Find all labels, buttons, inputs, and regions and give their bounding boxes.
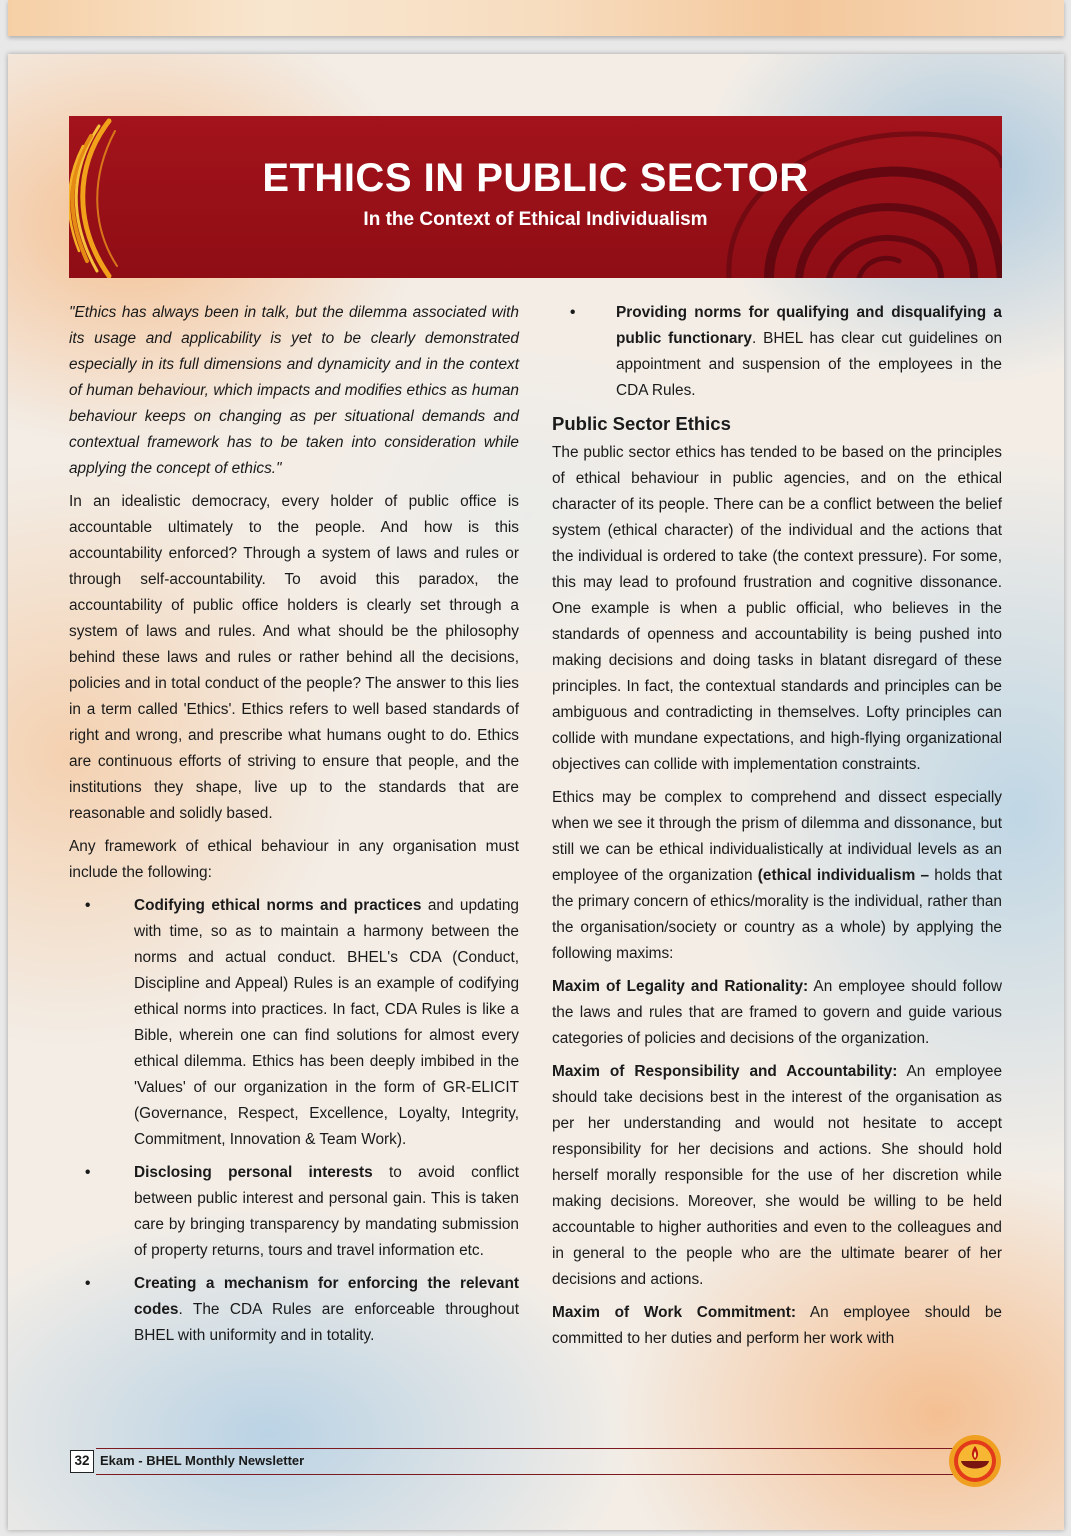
paragraph-ethical-individualism [552,785,1002,967]
bullet-marker: • [570,304,576,321]
right-column [552,300,1002,1359]
para-text: holds that the primary concern of ethics/morality is the individual, rather than the organisation/society or country as a whole) by applying the following maxims: [552,867,1003,962]
newsletter-page [8,54,1064,1530]
left-column [69,300,519,1356]
maxim-title: Maxim of Legality and Rationality: [552,978,809,995]
framework-bullet-list-continued [552,300,1002,404]
bullet-heading: Providing norms for qualifying and disqualifying a public functionary [616,304,1002,347]
section-heading: Public Sector Ethics [552,413,731,434]
footer-rule-bottom [96,1474,954,1475]
list-item [69,1160,519,1264]
paragraph-accountability: In an idealistic democracy, every holder of public office is accountable ultimately to the people. And how is this accountability enforced? Through a system of laws and rules or through self-accountability. To avoid this paradox, the accountability of public office holders is clearly set through a system of laws and rules. And what should be the philosophy behind these laws and rules or rather behind all the decisions, policies and in total conduct of the people? The answer to this lies in a term called 'Ethics'. Ethics refers to well based standards of right and wrong, and prescribe what humans ought to do. Ethics are continuous efforts of striving to ensure that people, and the institutions they shape, live up to the standards that are reasonable and solidly based. [69,493,519,822]
bullet-text: and updating with time, so as to maintain a harmony between the norms and actual conduct. BHEL's CDA (Conduct, Discipline and Appeal) Rules is an example of codifying ethical norms into practices. In fact, CDA Rules is like a Bible, wherein one can find solutions for almost every ethical dilemma. Ethics has been deeply imbibed in the 'Values' of our organization in the form of GR-ELICIT (Governance, Respect, Excellence, Loyalty, Integrity, Commitment, Innovation & Team Work). [134,897,519,1148]
maxim-text: An employee should be committed to her duties and perform her work with [552,1304,1002,1347]
paragraph-framework-intro: Any framework of ethical behaviour in any organisation must include the following: [69,838,519,881]
maxim-responsibility [552,1059,1002,1293]
bullet-marker: • [85,1275,91,1292]
bullet-text: . The CDA Rules are enforceable throughout BHEL with uniformity and in totality. [134,1301,519,1344]
opening-quote: "Ethics has always been in talk, but the dilemma associated with its usage and applicability is yet to be clearly demonstrated especially in its full dimensions and dynamicity and in the context of human behaviour, which impacts and modifies ethics as human behaviour keeps on changing as per situational demands and contextual framework has to be taken into consideration while applying the concept of ethics." [69,304,519,477]
bullet-text: to avoid conflict between public interest and personal gain. This is taken care by bringing transparency by mandating submission of property returns, tours and travel information etc. [134,1164,520,1259]
page-number: 32 [70,1450,94,1473]
publication-name: Ekam - BHEL Monthly Newsletter [100,1453,305,1468]
para-text: Ethics may be complex to comprehend and dissect especially when we see it through the prism of dilemma and dissonance, but still we can be ethical individualistically at individual levels as an employee of the organization [552,789,1002,884]
bullet-text: . BHEL has clear cut guidelines on appointment and suspension of the employees in the CDA Rules. [616,330,1003,399]
bullet-heading: Codifying ethical norms and practices [134,897,422,914]
previous-page-edge [8,0,1064,36]
title-banner [69,116,1002,278]
bullet-heading: Disclosing personal interests [134,1164,373,1181]
maxim-text: An employee should take decisions best in the interest of the organisation as per her understanding and would not hesitate to accept responsibility for her decisions and actions. She should hold herself morally responsible for the use of her discretion while making decisions. Moreover, she would be willing to be held accountable to higher authorities and even to the colleagues and in general to the people who are the ultimate bearer of her decisions and actions. [552,1063,1003,1288]
list-item [552,300,1002,404]
para-bold-text: (ethical individualism – [757,867,930,884]
paragraph-public-sector-ethics: The public sector ethics has tended to be based on the principles of ethical behaviour in public agencies, and on the ethical character of its people. There can be a conflict between the belief system (ethical character) of the individual and the actions that the individual is ordered to take (the context pressure). For some, this may lead to profound frustration and cognitive dissonance. One example is when a public official, who believes in the standards of openness and accountability is being pushed into making decisions and doing tasks in blatant disregard of these principles. In fact, the contextual standards and principles can be ambiguous and contradicting in themselves. Lofty principles can collide with mundane expectations, and high-flying organizational objectives can collide with implementation constraints. [552,444,1002,773]
maxim-title: Maxim of Responsibility and Accountability: [552,1063,898,1080]
list-item [69,893,519,1153]
bullet-marker: • [85,897,91,914]
list-item [69,1271,519,1349]
maxim-work-commitment [552,1300,1002,1352]
article-subtitle: In the Context of Ethical Individualism [363,209,708,230]
framework-bullet-list [69,893,519,1349]
bullet-heading: Creating a mechanism for enforcing the relevant codes [134,1275,519,1318]
article-title: ETHICS IN PUBLIC SECTOR [262,156,809,200]
maxim-legality [552,974,1002,1052]
maxim-title: Maxim of Work Commitment: [552,1304,796,1321]
diya-lamp-icon [948,1434,1002,1488]
footer-rule-top [96,1448,954,1449]
maxim-text: An employee should follow the laws and rules that are framed to govern and guide various categories of policies and decisions of the organization. [552,978,1002,1047]
bullet-marker: • [85,1164,91,1181]
